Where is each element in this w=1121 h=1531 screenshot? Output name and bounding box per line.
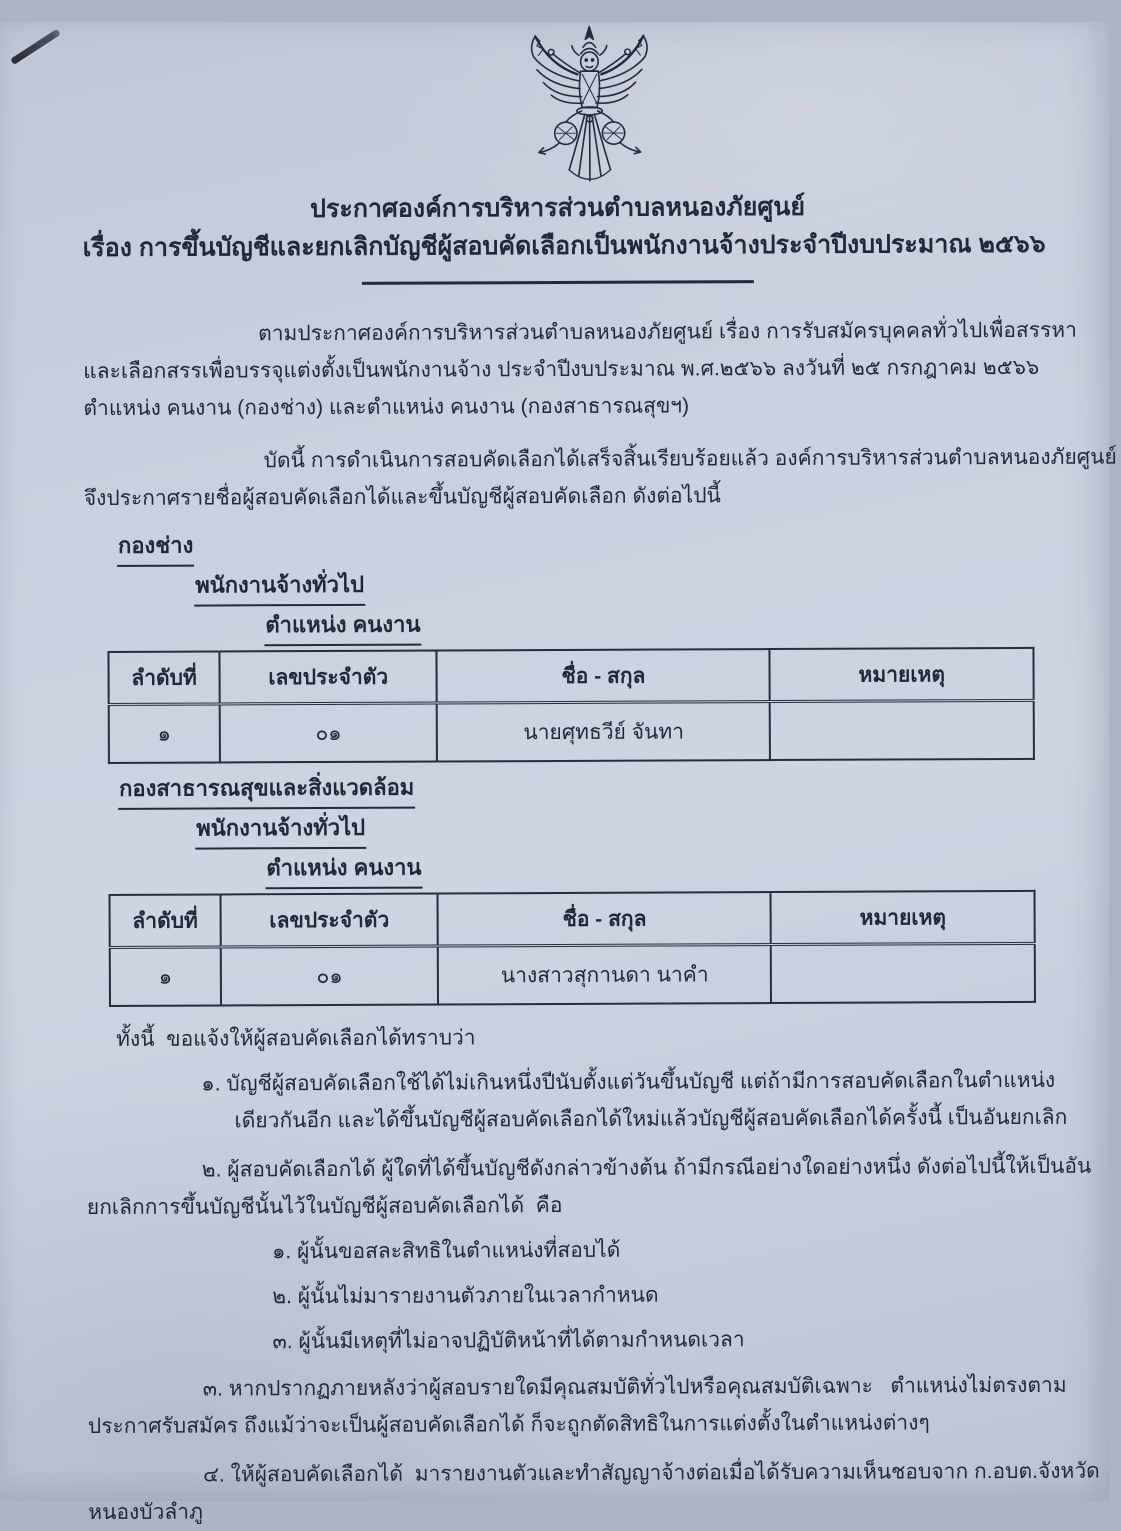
roster-table-engineering (107, 647, 1034, 764)
notice-item-line: ๒. ผู้สอบคัดเลือกได้ ผู้ใดที่ได้ขึ้นบัญชีดังกล่าวข้างต้น ถ้ามีกรณีอย่างใดอย่างหนึ่ง ดังต่อไปนี้ให้เป็นอัน (201, 1154, 1092, 1182)
cell-remark (771, 943, 1035, 1003)
cell-order: ๑ (110, 947, 221, 1006)
title-divider (362, 280, 754, 285)
notice-item-line: ๑. บัญชีผู้สอบคัดเลือกใช้ได้ไม่เกินหนึ่งปีนับตั้งแต่วันขึ้นบัญชี แต่ถ้ามีการสอบคัดเลือกในตำแหน่ง (201, 1068, 1056, 1096)
section-position-heading: ตำแหน่ง คนงาน (265, 846, 1035, 889)
intro-paragraph-line: ตามประกาศองค์การบริหารส่วนตำบลหนองภัยศูนย์ เรื่อง การรับสมัครบุคคลทั่วไปเพื่อสรรหา (258, 318, 1077, 346)
cell-remark (770, 700, 1034, 760)
column-header-id: เลขประจำตัว (221, 894, 439, 947)
cell-name: นายศุทธวีย์ จันทา (437, 702, 770, 762)
table-header-row (110, 891, 1035, 948)
table-row (110, 943, 1035, 1006)
intro-paragraph-line: ตำแหน่ง คนงาน (กองช่าง) และตำแหน่ง คนงาน (กองสาธารณสุขฯ) (83, 394, 690, 421)
garuda-emblem-icon (501, 21, 677, 189)
document-title: ประกาศองค์การบริหารส่วนตำบลหนองภัยศูนย์ (309, 192, 806, 224)
scanned-announcement-page (0, 22, 1117, 1525)
section-department-heading: กองสาธารณสุขและสิ่งแวดล้อม (118, 766, 1035, 810)
column-header-name: ชื่อ - สกุล (438, 892, 771, 946)
table-row (109, 700, 1034, 763)
section-department-heading: กองช่าง (117, 523, 1034, 567)
cell-order: ๑ (109, 704, 220, 763)
section-employee-type-heading: พนักงานจ้างทั่วไป (195, 806, 1035, 850)
document-content (0, 20, 1117, 1531)
notice-item-line: หนองบัวลำภู (88, 1500, 203, 1525)
notice-subitem: ๒. ผู้นั้นไม่มารายงานตัวภายในเวลากำหนด (272, 1283, 659, 1309)
intro-paragraph-line: บัดนี้ การดำเนินการสอบคัดเลือกได้เสร็จสิ้นเรียบร้อยแล้ว องค์การบริหารส่วนตำบลหนองภัยศูนย์ (263, 445, 1117, 473)
column-header-name: ชื่อ - สกุล (437, 649, 770, 703)
cell-name: นางสาวสุกานดา นาคำ (438, 945, 771, 1005)
column-header-order: ลำดับที่ (108, 651, 219, 704)
column-header-remark: หมายเหตุ (770, 648, 1034, 702)
column-header-order: ลำดับที่ (110, 894, 221, 947)
intro-paragraph-line: จึงประกาศรายชื่อผู้สอบคัดเลือกได้และขึ้นบัญชีผู้สอบคัดเลือก ดังต่อไปนี้ (83, 484, 721, 511)
notice-subitem: ๑. ผู้นั้นขอสละสิทธิในตำแหน่งที่สอบได้ (272, 1238, 621, 1264)
document-subject: เรื่อง การขึ้นบัญชีและยกเลิกบัญชีผู้สอบคัดเลือกเป็นพนักงานจ้างประจำปีงบประมาณ ๒๕๖๖ (82, 229, 1046, 263)
section-employee-type-heading: พนักงานจ้างทั่วไป (194, 563, 1034, 607)
notice-subitem: ๓. ผู้นั้นมีเหตุที่ไม่อาจปฏิบัติหน้าที่ได้ตามกำหนดเวลา (272, 1328, 745, 1354)
roster-table-public-health (109, 890, 1036, 1007)
notice-item-line: ๓. หากปรากฏภายหลังว่าผู้สอบรายใดมีคุณสมบัติทั่วไปหรือคุณสมบัติเฉพาะ ตำแหน่งไม่ตรงตาม (202, 1373, 1067, 1401)
intro-paragraph-line: และเลือกสรรเพื่อบรรจุแต่งตั้งเป็นพนักงานจ้าง ประจำปีงบประมาณ พ.ศ.๒๕๖๖ ลงวันที่ ๒๕ กรกฎาคม ๒๕๖๖ (83, 355, 1040, 384)
column-header-id: เลขประจำตัว (219, 651, 437, 704)
cell-id: ๐๑ (221, 946, 439, 1005)
notice-item-line: เดียวกันอีก และได้ขึ้นบัญชีผู้สอบคัดเลือกได้ใหม่แล้วบัญชีผู้สอบคัดเลือกได้ครั้งนี้ เป็นอันยกเลิก (234, 1105, 1068, 1133)
table-header-row (108, 648, 1033, 705)
notice-intro: ทั้งนี้ ขอแจ้งให้ผู้สอบคัดเลือกได้ทราบว่า (116, 1026, 476, 1051)
cell-id: ๐๑ (220, 703, 438, 762)
column-header-remark: หมายเหตุ (771, 891, 1035, 945)
notice-item-line: ประกาศรับสมัคร ถึงแม้ว่าจะเป็นผู้สอบคัดเลือกได้ ก็จะถูกตัดสิทธิในการแต่งตั้งในตำแหน่งต่างๆ (87, 1411, 930, 1439)
notice-item-line: ยกเลิกการขึ้นบัญชีนั้นไว้ในบัญชีผู้สอบคัดเลือกได้ คือ (86, 1193, 563, 1220)
notice-item-line: ๔. ให้ผู้สอบคัดเลือกได้ มารายงานตัวและทำสัญญาจ้างต่อเมื่อได้รับความเห็นชอบจาก ก.อบต.จังหวัด (202, 1459, 1100, 1487)
section-position-heading: ตำแหน่ง คนงาน (264, 603, 1034, 646)
